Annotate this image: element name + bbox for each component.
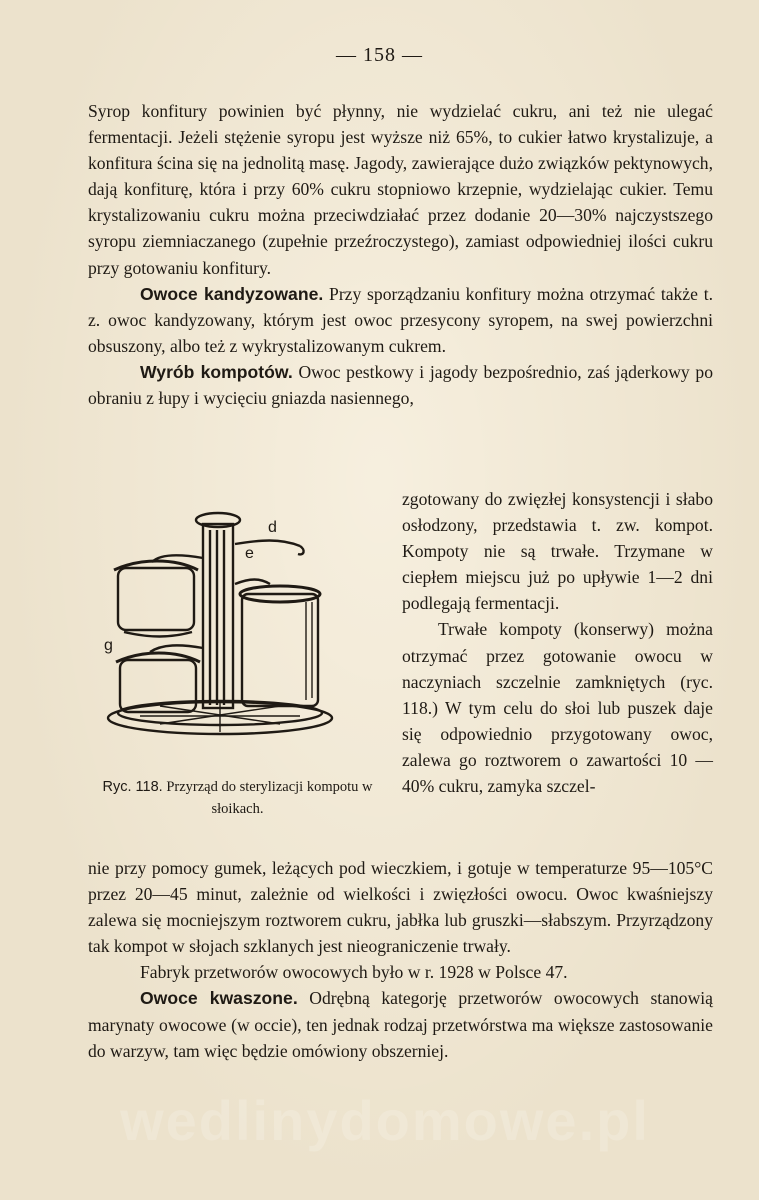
paragraph-pickled-fruit-body: Odrębną kategorję przetworów owocowych stanowią marynaty owocowe (w occie), ten jednak rodzaj przetwórstwa ma większe zastosowanie do warzyw, tam więc będzie omówiony obszerniej. bbox=[88, 988, 713, 1061]
figure-label-e: e bbox=[245, 545, 254, 562]
figure-caption-text: Przyrząd do sterylizacji kompotu w słoikach. bbox=[162, 779, 373, 817]
paragraph-compotes bbox=[88, 359, 713, 411]
watermark: wedlinydomowe.pl bbox=[120, 1089, 650, 1152]
text-block-bottom bbox=[88, 855, 713, 1064]
wrap-text-durable-compotes: Trwałe kompoty (konserwy) można otrzymać przez gotowanie owocu w naczyniach szczelnie zamkniętych (ryc. 118.) W tym celu do słoi lub puszek daje się odpowiednio przygotowany owoc, zalewa go roztworem o zawartości 10 — 40% cukru, zamyka szczel- bbox=[402, 619, 713, 797]
figure-label-g: g bbox=[104, 637, 113, 654]
paragraph-pickled-fruit bbox=[88, 985, 713, 1063]
paragraph-compotes-body: Owoc pestkowy i jagody bezpośrednio, zaś jąderkowy po obraniu z łupy i wycięciu gniazda nasiennego, bbox=[88, 361, 714, 409]
arm-right bbox=[235, 580, 270, 585]
figure-caption-number: Ryc. 118. bbox=[102, 779, 163, 795]
jar-upper-left bbox=[118, 568, 194, 630]
paragraph-sterilization: nie przy pomocy gumek, leżących pod wieczkiem, i gotuje w temperaturze 95—105°C przez 20—45 minut, zależnie od wielkości i zwięzłości owocu. Owoc kwaśniejszy zalewa się mocniejszym roztworem cukru, jabłka lub gruszki—słabszym. Przyrządzony tak kompot w słojach szklanych jest nieograniczenie trwały. bbox=[88, 858, 713, 957]
paragraph-factories: Fabryk przetworów owocowych było w r. 1928 w Polsce 47. bbox=[140, 962, 568, 983]
heading-compotes: Wyrób kompotów. bbox=[140, 361, 293, 382]
sterilizer-illustration bbox=[100, 510, 340, 750]
lower-arm-left bbox=[150, 645, 203, 652]
figure-caption bbox=[90, 776, 385, 820]
paragraph-syrup: Syrop konfitury powinien być płynny, nie wydzielać cukru, ani też nie ulegać fermentacji. Jeżeli stężenie syropu jest wyższe niż 65%, to cukier łatwo krystalizuje, a konfitura ścina się na jednolitą masę. Jagody, zawierające dużo związków pektynowych, dają konfiturę, która i przy 60% cukru stopniowo krzepnie, wydzielając cukier. Temu krystalizowaniu cukru można przeciwdziałać przez dodanie 20—30% najczystszego syropu ziemniaczanego (zupełnie przeźroczystego), zamiast odpowiedniej ilości cukru przy gotowaniu konfitury. bbox=[88, 101, 713, 278]
page-number: — 158 — bbox=[336, 44, 423, 66]
paragraph-candied-fruit-body: Przy sporządzaniu konfitury można otrzymać także t. z. owoc kandyzowany, którym jest owoc przesycony syropem, na swej powierzchni obsuszony, albo też z wykrystalizowanym cukrem. bbox=[88, 283, 713, 356]
text-block-top bbox=[88, 98, 713, 411]
paragraph-candied-fruit bbox=[88, 281, 713, 359]
heading-candied-fruit: Owoce kandyzowane. bbox=[140, 283, 324, 304]
wrap-text-compote-definition: zgotowany do zwięzłej konsystencji i słabo osłodzony, przedstawia t. zw. kompot. Kompoty nie są trwałe. Trzymane w ciepłem miejscu już po upływie 1—2 dni podlegają fermentacji. bbox=[402, 489, 713, 614]
heading-pickled-fruit: Owoce kwaszone. bbox=[140, 988, 298, 1009]
figure-label-d: d bbox=[268, 519, 277, 536]
